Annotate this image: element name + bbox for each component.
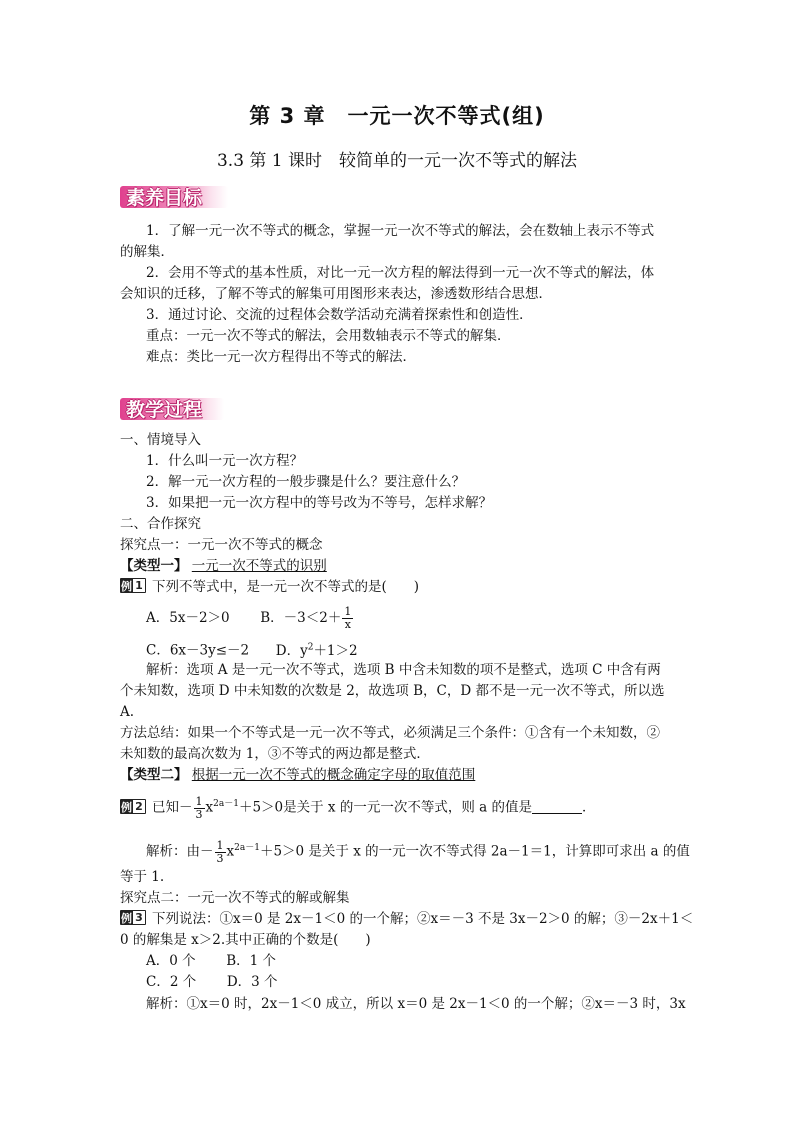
goal-1-line-1: 1．了解一元一次不等式的概念，掌握一元一次不等式的解法，会在数轴上表示不等式 [146, 223, 655, 239]
example-1-text: 下列不等式中，是一元一次不等式的是( ) [152, 579, 420, 595]
example-3-options-cd [146, 972, 278, 992]
key-point: 重点：一元一次不等式的解法，会用数轴表示不等式的解集． [146, 328, 511, 344]
example-1-badge: 例 1 [120, 578, 148, 594]
example-2-answer-line-1: 解析：由－ $\frac{1}{3}$ $x^{2a-1}+5>0$ 是关于 x 的一元一次不等式得 2a－1＝1，计算即可求出 a 的值 [146, 838, 690, 865]
goal-1-line-2: 的解集． [120, 244, 174, 260]
example-2-answer-line-2: 等于 1. [120, 869, 165, 885]
example-3-option-b: B．1 个 [226, 953, 277, 969]
type-1-heading [120, 556, 327, 576]
example-3-answer-line-1: 解析：①x＝0 时，2x－1＜0 成立，所以 x＝0 是 2x－1＜0 的一个解；②x＝－3 时，3x [146, 996, 686, 1012]
method-summary-line-1: 方法总结：如果一个不等式是一元一次不等式，必须满足三个条件：①含有一个未知数，② [120, 725, 660, 741]
type-2-title: 根据一元一次不等式的概念确定字母的取值范围 [191, 767, 476, 783]
example-1-answer-line-2: 个未知数，选项 D 中未知数的次数是 2，故选项 B，C，D 都不是一元一次不等式，所以选 [120, 683, 665, 699]
example-2-badge: 例 2 [120, 799, 148, 815]
example-3-badge: 例 3 [120, 910, 148, 926]
process-banner [120, 396, 224, 422]
example-1-option-c: C．6x－3y≤－2 [146, 642, 250, 659]
lesson-title: 3.3 第 1 课时 较简单的一元一次不等式的解法 [216, 151, 578, 171]
example-3-option-c: C．2 个 [146, 974, 197, 990]
chapter-title: 第 3 章 一元一次不等式(组) [249, 104, 545, 128]
example-3-options-ab [146, 951, 276, 971]
type-1-title: 一元一次不等式的识别 [191, 558, 327, 574]
goals-banner [120, 184, 228, 210]
intro-question-2: 2．解一元一次方程的一般步骤是什么？要注意什么？ [146, 474, 466, 490]
explore-heading: 二、合作探究 [120, 516, 201, 532]
example-1-option-d: D．$y^2+1>2$ [275, 642, 358, 659]
example-1-option-b: B．－3＜2＋ $\frac{1}{x}$ [260, 605, 352, 631]
example-1-options-cd [146, 637, 358, 661]
example-1 [120, 577, 419, 597]
example-3-text-line-1: 下列说法：①x＝0 是 2x－1＜0 的一个解；②x＝－3 不是 3x－2＞0 的解；③－2x＋1＜ [152, 911, 694, 927]
difficulty-point: 难点：类比一元一次方程得出不等式的解法． [146, 349, 416, 365]
explore-point-2: 探究点二：一元一次不等式的解或解集 [120, 890, 350, 906]
goals-banner-label: 素养目标 [126, 187, 203, 209]
example-3-option-d: D．3 个 [226, 974, 278, 990]
intro-question-3: 3．如果把一元一次方程中的等号改为不等号，怎样求解？ [146, 495, 493, 511]
example-2: 例 2 已知－ $\frac{1}{3}$ $x^{2a-1}+5>0$是关于 x 的一元一次不等式，则 a 的值是 ． [121, 794, 596, 821]
example-1-answer-line-1: 解析：选项 A 是一元一次不等式，选项 B 中含未知数的项不是整式，选项 C 中含有两 [146, 662, 661, 678]
goal-2-line-1: 2．会用不等式的基本性质，对比一元一次方程的解法得到一元一次不等式的解法，体 [146, 265, 655, 281]
example-1-options-ab [146, 606, 354, 631]
explore-point-1: 探究点一：一元一次不等式的概念 [120, 537, 323, 553]
type-1-tag: 【类型一】 [120, 558, 188, 574]
type-2-tag: 【类型二】 [120, 767, 188, 783]
example-3 [120, 909, 693, 929]
example-3-text-line-2: 0 的解集是 x＞2.其中正确的个数是( ) [120, 932, 371, 948]
type-2-heading [120, 765, 475, 785]
intro-heading: 一、情境导入 [120, 432, 201, 448]
example-1-option-a: A．5x－2＞0 [146, 610, 230, 626]
intro-question-1: 1．什么叫一元一次方程？ [146, 453, 304, 469]
example-3-option-a: A．0 个 [146, 953, 196, 969]
goal-3: 3．通过讨论、交流的过程体会数学活动充满着探索性和创造性． [146, 307, 533, 323]
example-1-answer-line-3: A. [120, 704, 135, 720]
goal-2-line-2: 会知识的迁移，了解不等式的解集可用图形来表达，渗透数形结合思想． [120, 286, 552, 302]
answer-blank[interactable] [532, 799, 582, 814]
method-summary-line-2: 未知数的最高次数为 1，③不等式的两边都是整式． [120, 746, 430, 762]
process-banner-label: 教学过程 [126, 399, 203, 421]
